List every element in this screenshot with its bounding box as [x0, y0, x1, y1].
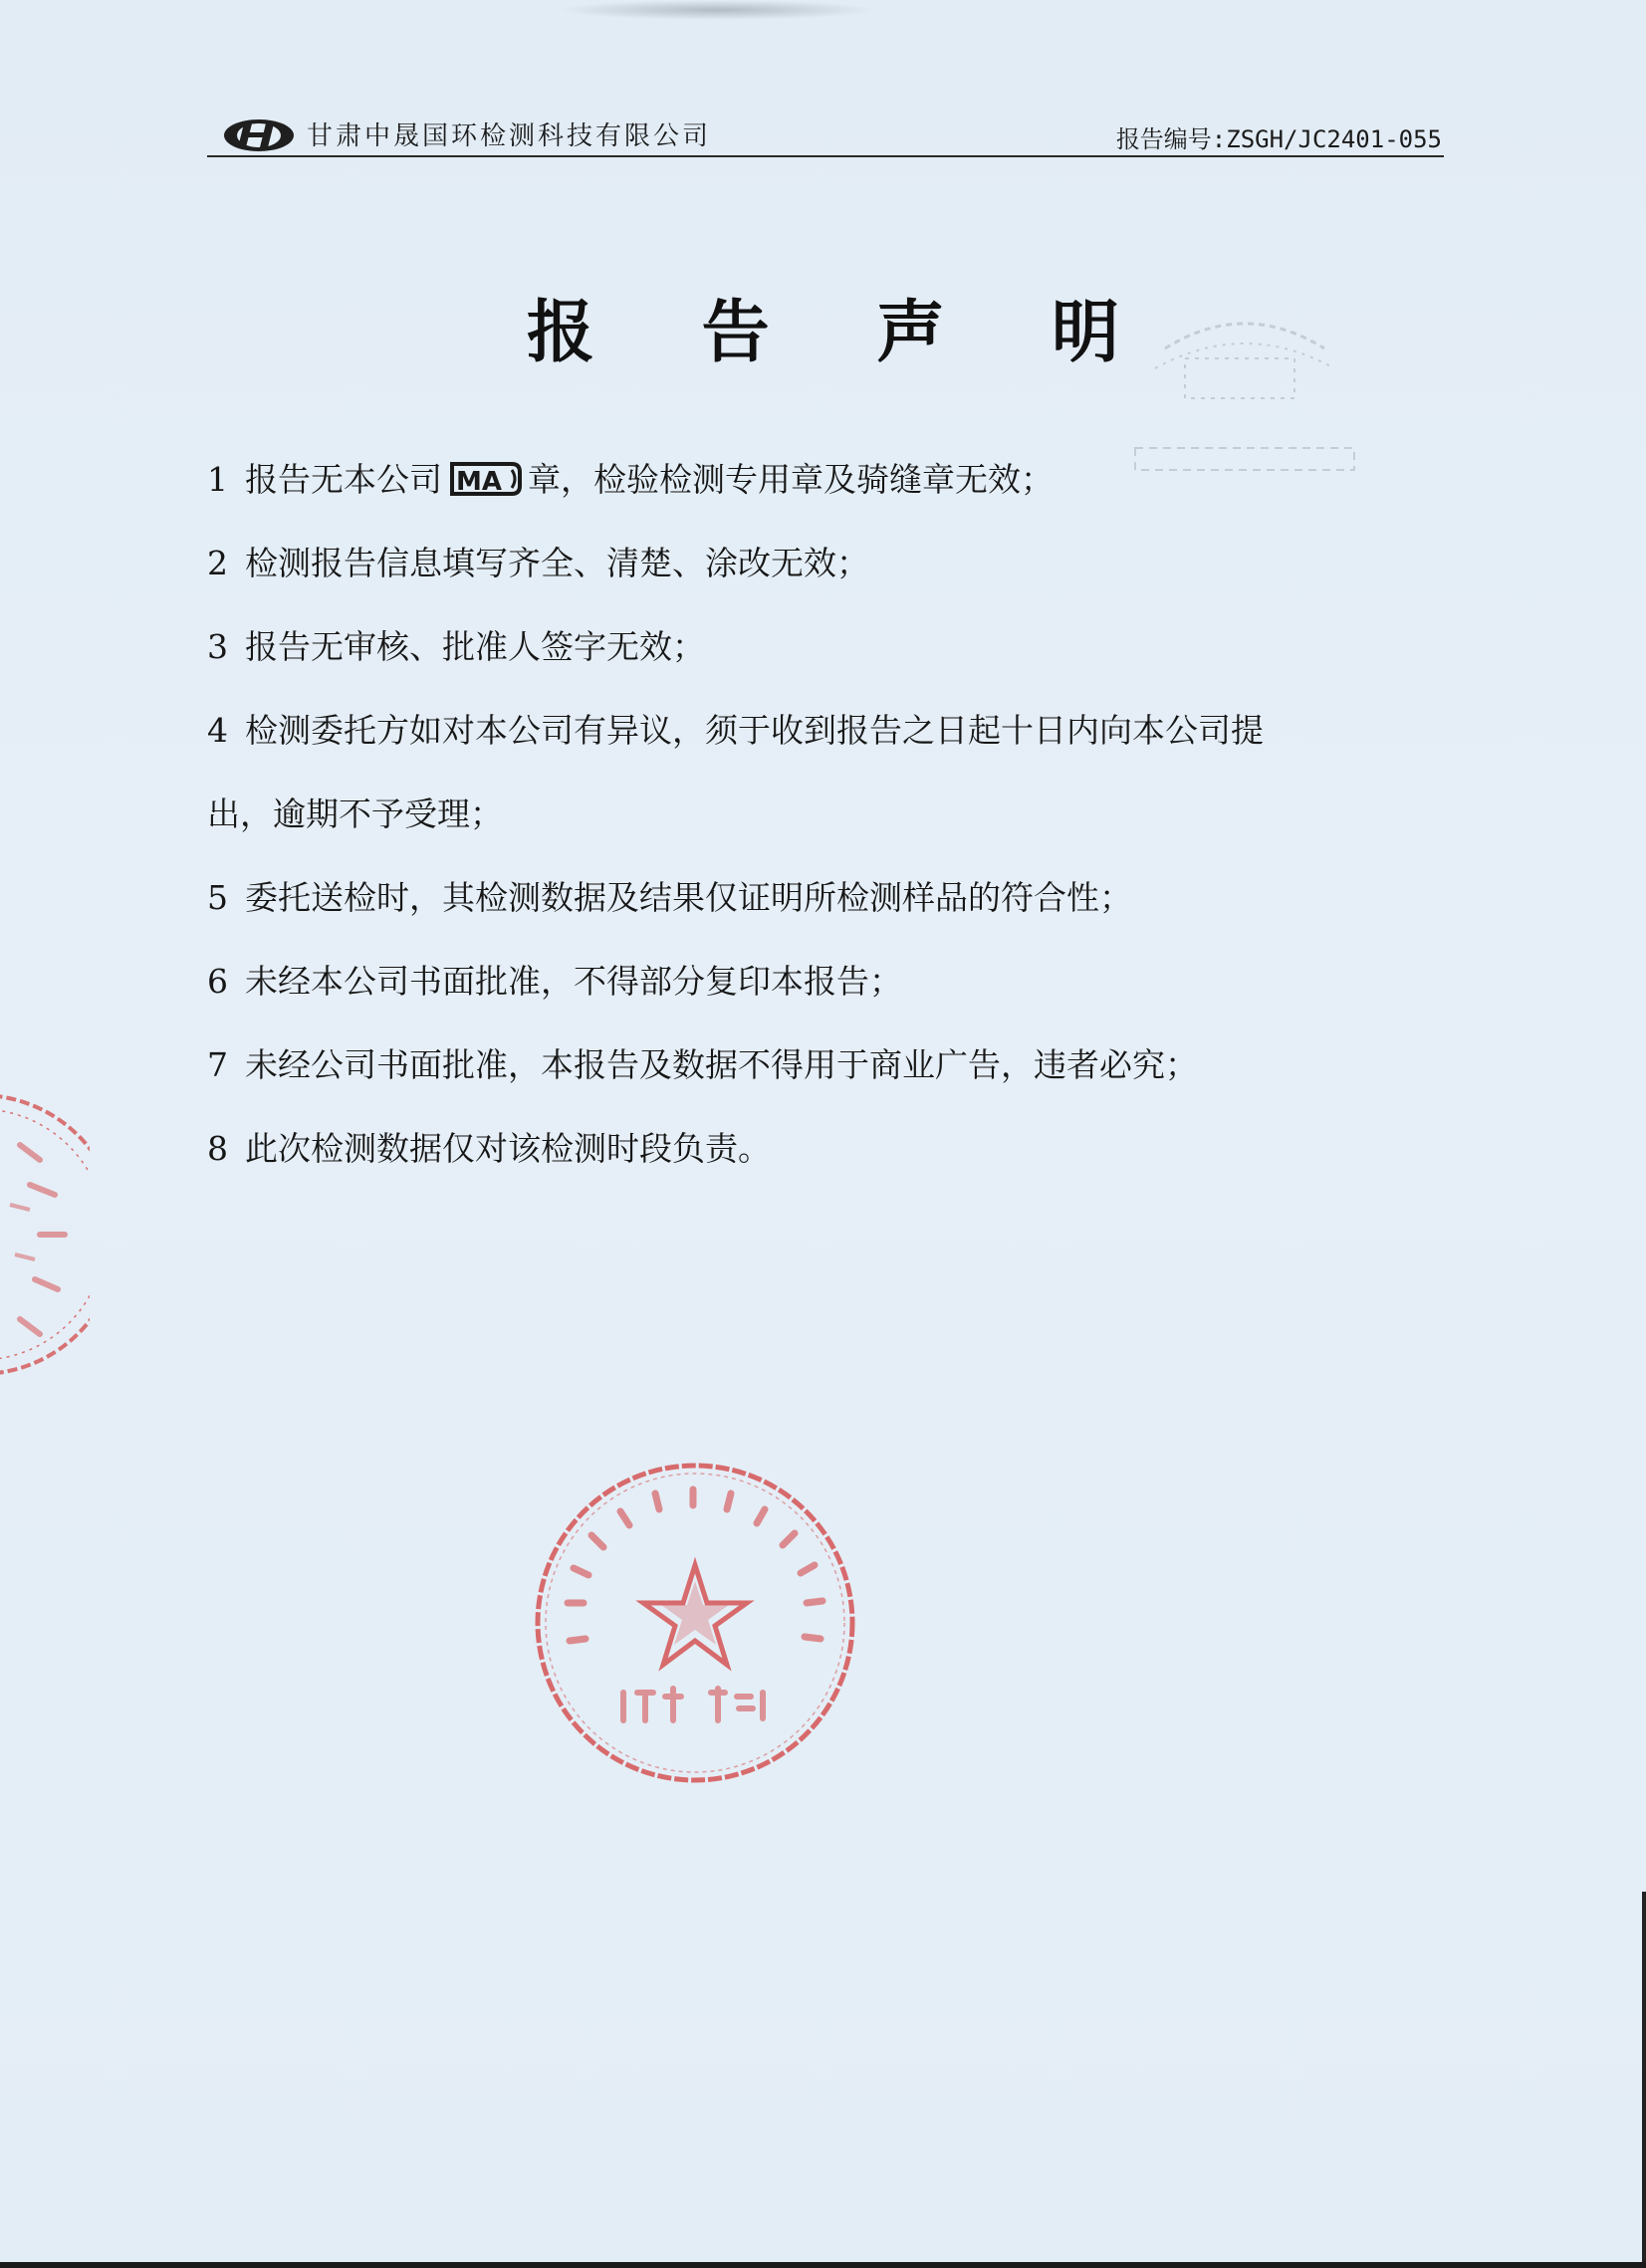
clause-number: 7	[207, 1045, 228, 1084]
clause-7	[207, 1023, 1452, 1107]
clause-2	[207, 522, 1452, 605]
clause-number: 3	[207, 627, 228, 666]
page-header	[207, 108, 1442, 157]
ma-certification-mark-icon	[446, 460, 524, 498]
scan-edge-right	[1642, 1892, 1646, 2268]
partial-seal-stamp-left	[0, 1085, 90, 1384]
company-name: 甘肃中晟国环检测科技有限公司	[307, 121, 712, 151]
clause-text-line-2: 出，逾期不予受理；	[207, 794, 503, 833]
clause-number: 8	[207, 1129, 228, 1168]
scan-shadow	[558, 0, 876, 20]
clause-text: 报告无审核、批准人签字无效；	[245, 627, 705, 666]
clause-number: 6	[207, 962, 228, 1001]
clause-text: 此次检测数据仅对该检测时段负责。	[245, 1129, 771, 1168]
clause-text: 未经公司书面批准，本报告及数据不得用于商业广告，违者必究；	[245, 1045, 1198, 1084]
clause-number: 1	[207, 460, 228, 499]
clause-number: 4	[207, 711, 228, 750]
official-seal-stamp	[526, 1454, 864, 1792]
clause-number: 2	[207, 544, 228, 582]
clause-6	[207, 940, 1452, 1023]
clause-text-after: 章，检验检测专用章及骑缝章无效；	[528, 460, 1054, 499]
report-number: 报告编号:ZSGH/JC2401-055	[1115, 125, 1442, 153]
company-logo-icon	[222, 117, 296, 153]
page-title: 报 告 声 明	[526, 294, 1162, 372]
clause-text: 未经本公司书面批准，不得部分复印本报告；	[245, 962, 902, 1001]
clause-5	[207, 856, 1452, 940]
scan-edge-bottom	[0, 2262, 1646, 2268]
clause-3	[207, 605, 1452, 689]
clause-8	[207, 1107, 1452, 1191]
clause-text: 检测报告信息填写齐全、清楚、涂改无效；	[245, 544, 869, 582]
header-divider	[207, 155, 1444, 157]
ma-mark-text: MA	[456, 467, 502, 497]
clause-number: 5	[207, 878, 228, 917]
statement-list	[207, 438, 1452, 1191]
clause-4	[207, 689, 1452, 773]
clause-text-before: 报告无本公司	[245, 460, 442, 499]
clause-4-continuation	[207, 773, 1452, 856]
clause-text: 委托送检时，其检测数据及结果仅证明所检测样品的符合性；	[245, 878, 1132, 917]
clause-text-line-1: 检测委托方如对本公司有异议，须于收到报告之日起十日内向本公司提	[245, 711, 1264, 750]
faint-date-stamp	[1125, 309, 1364, 478]
